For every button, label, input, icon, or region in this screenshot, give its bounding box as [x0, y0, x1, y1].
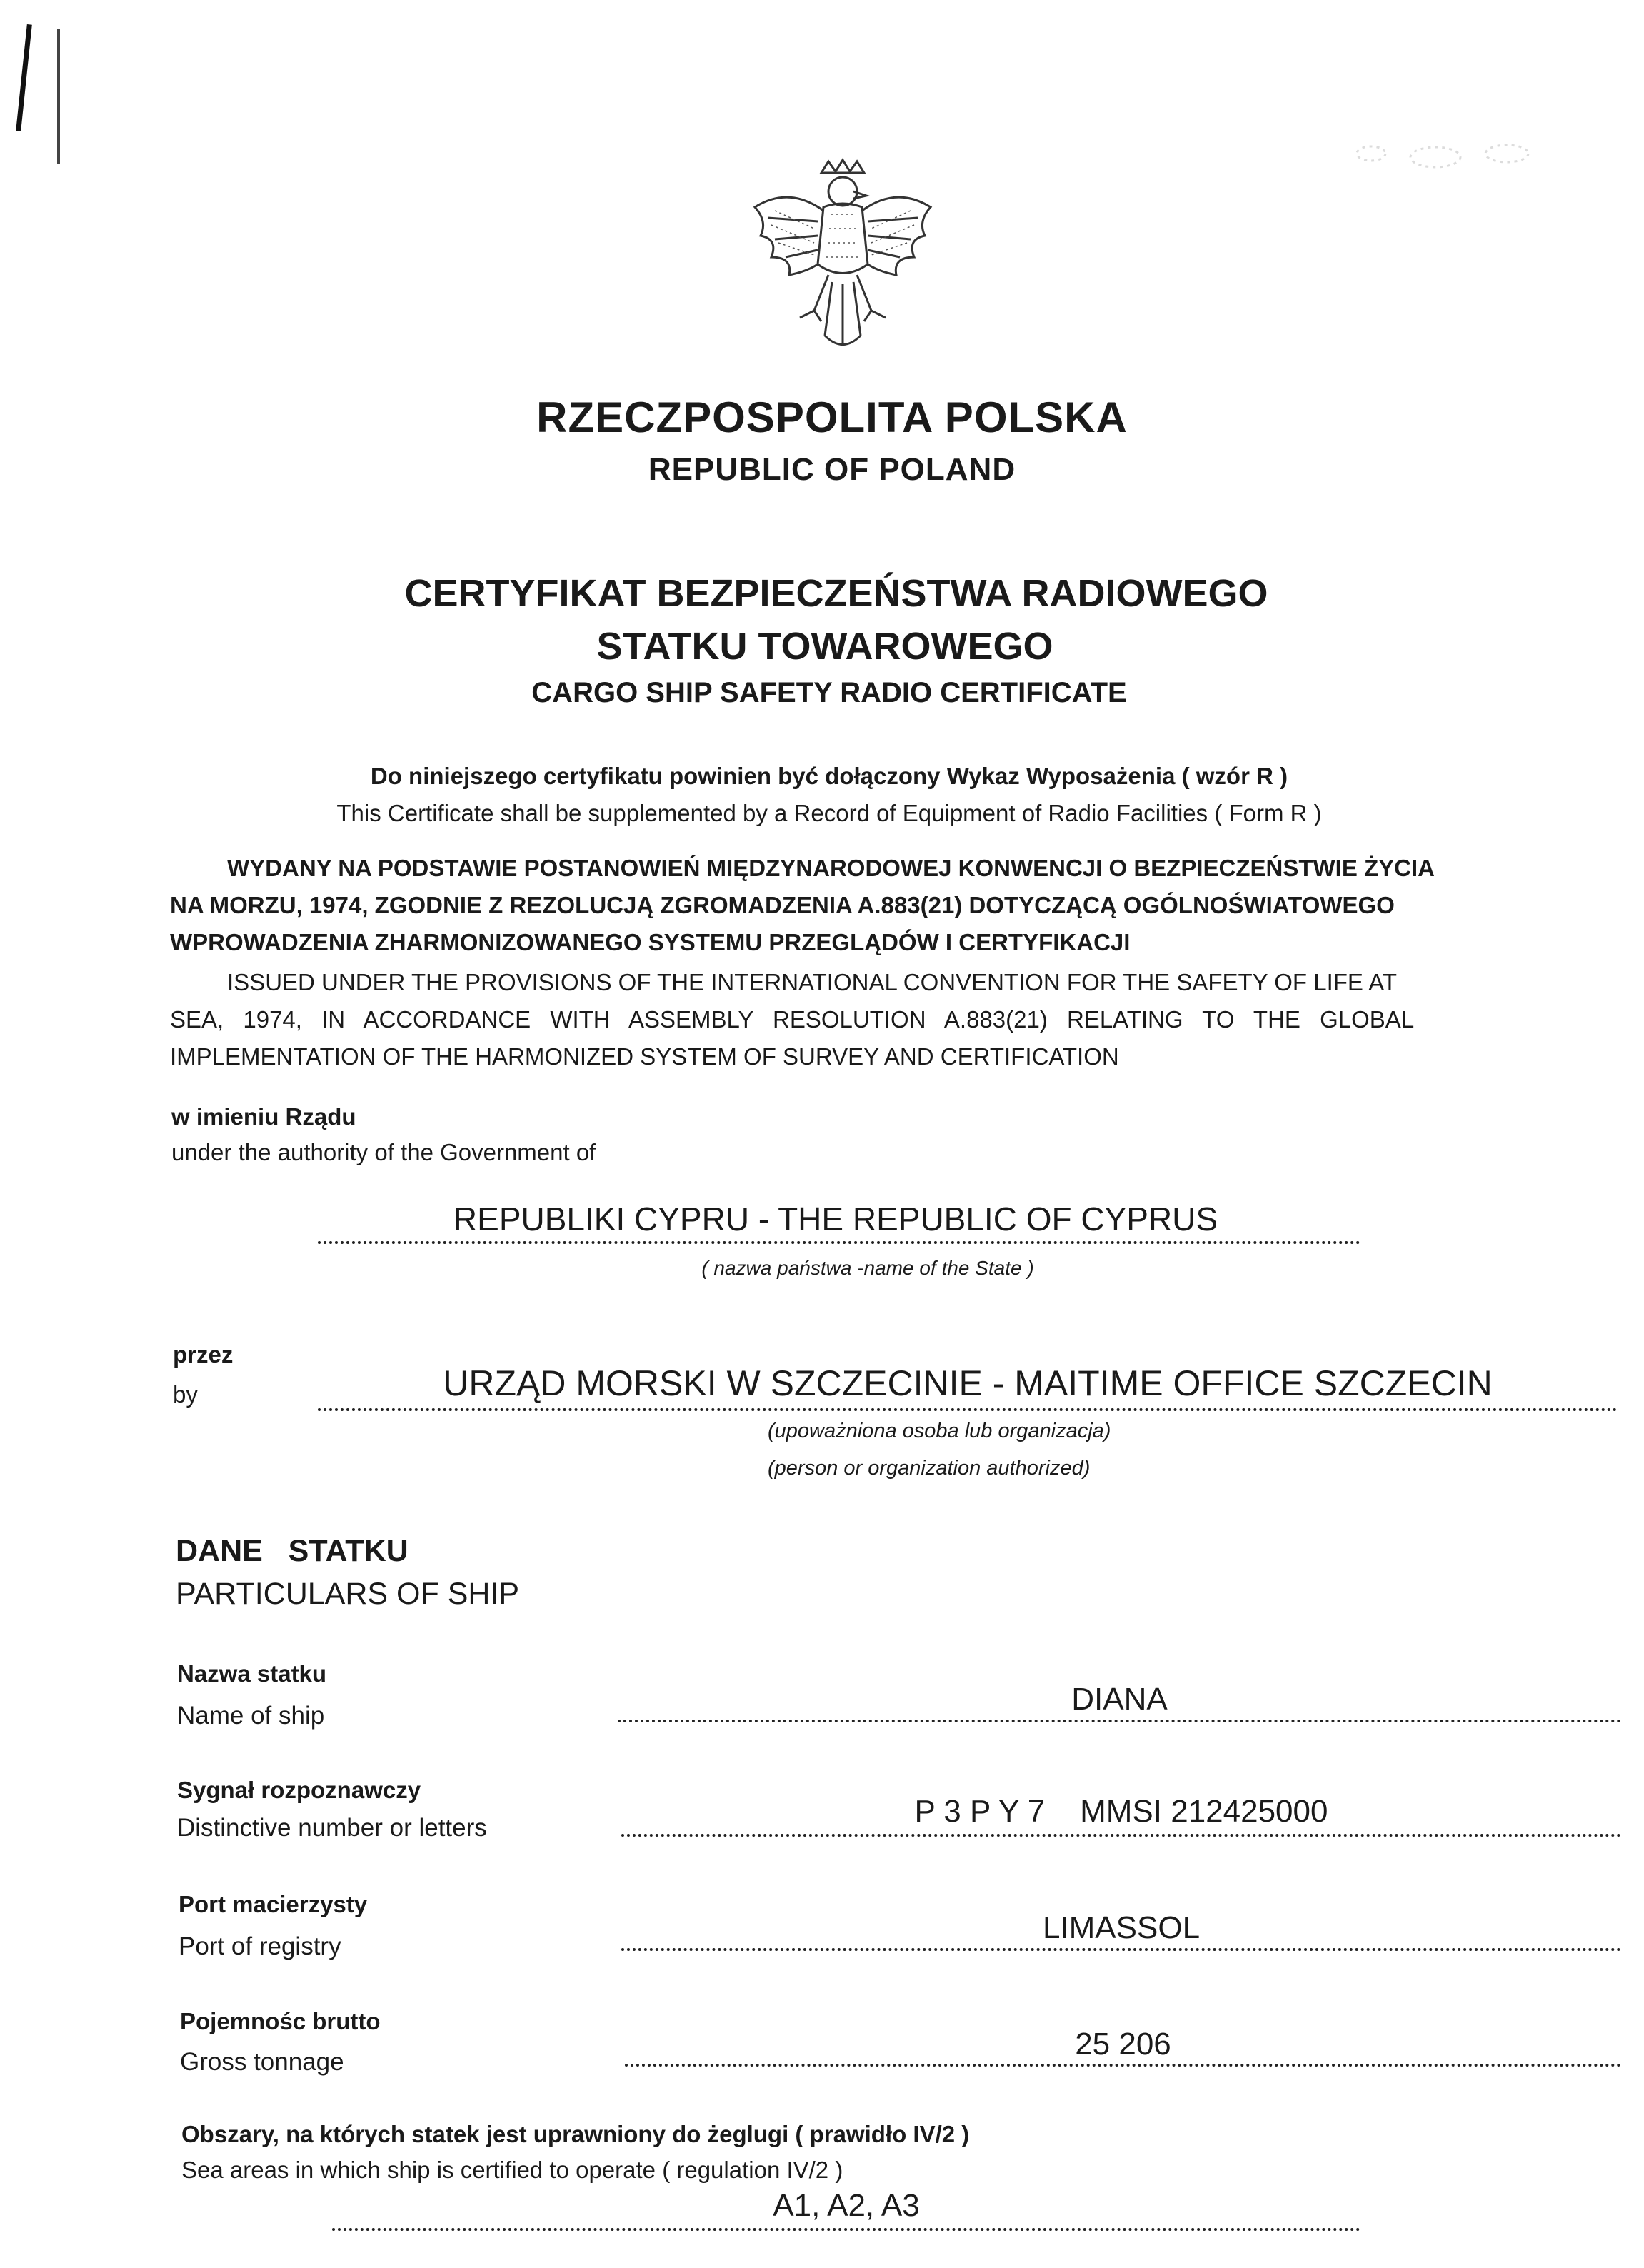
ship-name-label-english: Name of ship	[177, 1702, 325, 1730]
issuer-label-english: by	[173, 1381, 198, 1408]
authority-label-polish: w imieniu Rządu	[171, 1103, 356, 1130]
issuer-caption-english: (person or organization authorized)	[768, 1457, 1091, 1480]
ship-name-value: DIANA	[1071, 1682, 1168, 1717]
tonnage-label-polish: Pojemnośc brutto	[180, 2008, 381, 2034]
port-leader-line	[621, 1948, 1621, 1951]
supplement-note-english: This Certificate shall be supplemented by a Record of Equipment of Radio Facilities ( Form R )	[336, 800, 1322, 826]
port-label-polish: Port macierzysty	[179, 1891, 368, 1917]
handwritten-page-mark-bracket	[57, 29, 60, 164]
issuer-leader-line	[318, 1408, 1618, 1411]
issued-under-english-line: IMPLEMENTATION OF THE HARMONIZED SYSTEM OF SURVEY AND CERTIFICATION	[170, 1043, 1119, 1070]
call-sign-label-english: Distinctive number or letters	[177, 1814, 487, 1842]
port-of-registry-value: LIMASSOL	[1042, 1910, 1201, 1945]
call-sign-value: P 3 P Y 7 MMSI 212425000	[914, 1794, 1328, 1829]
ship-name-leader-line	[618, 1720, 1621, 1722]
ship-name-label-polish: Nazwa statku	[177, 1660, 327, 1687]
sea-areas-value: A1, A2, A3	[773, 2188, 920, 2223]
sea-areas-leader-line	[332, 2228, 1360, 2231]
state-caption: ( nazwa państwa -name of the State )	[701, 1257, 1034, 1279]
issued-under-polish-line: WYDANY NA PODSTAWIE POSTANOWIEŃ MIĘDZYNARODOWEJ KONWENCJI O BEZPIECZEŃSTWIE ŻYCIA	[227, 855, 1435, 881]
country-name-polish: RZECZPOSPOLITA POLSKA	[536, 393, 1128, 441]
issuer-caption-polish: (upoważniona osoba lub organizacja)	[768, 1420, 1111, 1442]
issued-under-polish-line: NA MORZU, 1974, ZGODNIE Z REZOLUCJĄ ZGROMADZENIA A.883(21) DOTYCZĄCĄ OGÓLNOŚWIATOWEGO	[170, 892, 1395, 918]
state-leader-line	[318, 1241, 1360, 1244]
supplement-note-polish: Do niniejszego certyfikatu powinien być dołączony Wykaz Wyposażenia ( wzór R )	[370, 763, 1288, 789]
issued-under-english-line: SEA, 1974, IN ACCORDANCE WITH ASSEMBLY RESOLUTION A.883(21) RELATING TO THE GLOBAL	[170, 1006, 1415, 1033]
port-label-english: Port of registry	[179, 1932, 341, 1960]
tonnage-leader-line	[625, 2064, 1621, 2067]
issuer-label-polish: przez	[173, 1341, 234, 1368]
gross-tonnage-value: 25 206	[1075, 2027, 1171, 2062]
country-name-english: REPUBLIC OF POLAND	[648, 452, 1016, 487]
tonnage-label-english: Gross tonnage	[180, 2048, 344, 2076]
issued-under-polish	[170, 850, 1620, 961]
call-sign-label-polish: Sygnał rozpoznawczy	[177, 1777, 421, 1803]
state-name-value: REPUBLIKI CYPRU - THE REPUBLIC OF CYPRUS	[453, 1200, 1218, 1238]
sea-areas-label-english: Sea areas in which ship is certified to operate ( regulation IV/2 )	[181, 2157, 843, 2183]
sea-areas-label-polish: Obszary, na których statek jest uprawniony do żeglugi ( prawidło IV/2 )	[181, 2121, 970, 2147]
issued-under-polish-line: WPROWADZENIA ZHARMONIZOWANEGO SYSTEMU PRZEGLĄDÓW I CERTYFIKACJI	[170, 929, 1131, 955]
handwritten-page-mark	[16, 24, 32, 131]
issued-under-english-line: ISSUED UNDER THE PROVISIONS OF THE INTERNATIONAL CONVENTION FOR THE SAFETY OF LIFE AT	[227, 969, 1398, 995]
particulars-heading-polish: DANE STATKU	[176, 1534, 409, 1568]
certificate-title-english: CARGO SHIP SAFETY RADIO CERTIFICATE	[531, 677, 1127, 708]
stamp-smudge	[1343, 136, 1557, 179]
particulars-heading-english: PARTICULARS OF SHIP	[176, 1577, 520, 1611]
polish-eagle-emblem	[746, 157, 939, 357]
issued-under-english	[170, 964, 1620, 1075]
call-sign-leader-line	[621, 1834, 1621, 1837]
authority-label-english: under the authority of the Government of	[171, 1139, 596, 1165]
certificate-title-polish-line2: STATKU TOWAROWEGO	[596, 625, 1053, 668]
certificate-title-polish-line1: CERTYFIKAT BEZPIECZEŃSTWA RADIOWEGO	[404, 572, 1268, 615]
issuer-name-value: URZĄD MORSKI W SZCZECINIE - MAITIME OFFICE SZCZECIN	[443, 1363, 1493, 1403]
